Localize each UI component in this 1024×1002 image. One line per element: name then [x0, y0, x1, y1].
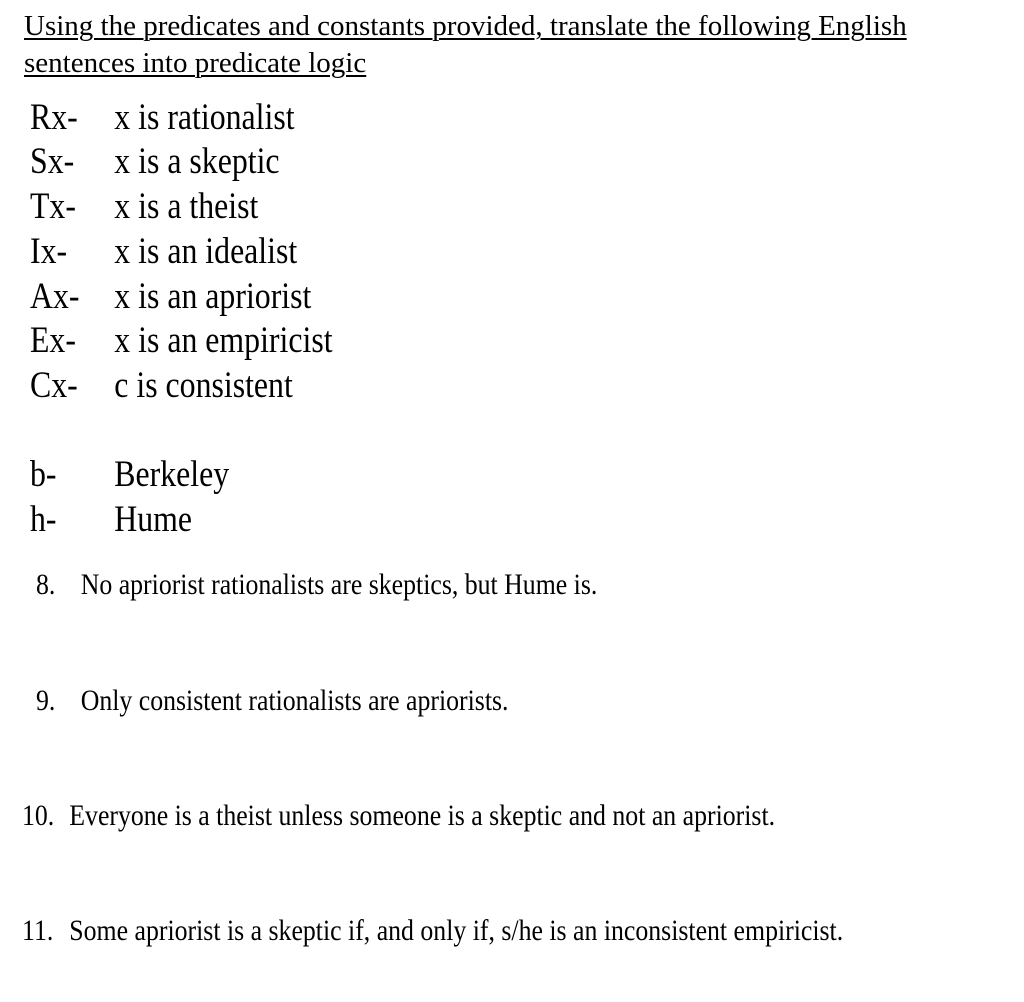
predicate-row [30, 320, 333, 362]
question-text: Some apriorist is a skeptic if, and only if, s/he is an inconsistent empiricist. [69, 914, 844, 947]
constant-symbol: h- [30, 499, 57, 540]
question-9 [36, 683, 509, 719]
predicate-symbol: Ax- [30, 276, 80, 317]
predicate-row [30, 141, 280, 183]
predicate-meaning: x is a skeptic [114, 141, 280, 182]
predicate-symbol: Sx- [30, 141, 75, 182]
question-8 [36, 567, 598, 603]
predicate-meaning: c is consistent [114, 365, 293, 406]
predicate-meaning: x is an apriorist [114, 276, 312, 317]
predicate-meaning: x is a theist [114, 186, 259, 227]
question-text: Only consistent rationalists are apriorists. [80, 684, 509, 717]
predicate-symbol: Ex- [30, 320, 76, 361]
predicate-row [30, 276, 311, 318]
predicate-row [30, 365, 293, 407]
predicate-symbol: Rx- [30, 97, 78, 138]
constant-row [30, 499, 192, 541]
question-number: 9. [36, 684, 56, 717]
predicate-symbol: Tx- [30, 186, 76, 227]
constant-symbol: b- [30, 454, 57, 495]
instructions-heading: Using the predicates and constants provided, translate the following English sentences into predicate logic [24, 10, 907, 79]
question-11 [22, 913, 844, 949]
question-number: 10. [22, 799, 55, 832]
predicate-row [30, 231, 297, 273]
constant-meaning: Berkeley [114, 454, 230, 495]
predicate-row [30, 186, 258, 228]
question-10 [22, 798, 776, 834]
predicate-meaning: x is rationalist [114, 97, 295, 138]
predicate-meaning: x is an idealist [114, 231, 298, 272]
predicate-symbol: Cx- [30, 365, 78, 406]
constant-row [30, 454, 229, 496]
question-number: 8. [36, 568, 56, 601]
predicate-meaning: x is an empiricist [114, 320, 333, 361]
predicate-row [30, 97, 295, 139]
question-text: No apriorist rationalists are skeptics, but Hume is. [80, 568, 598, 601]
predicate-symbol: Ix- [30, 231, 68, 272]
constant-meaning: Hume [114, 499, 193, 540]
question-number: 11. [22, 914, 54, 947]
question-text: Everyone is a theist unless someone is a skeptic and not an apriorist. [69, 799, 776, 832]
